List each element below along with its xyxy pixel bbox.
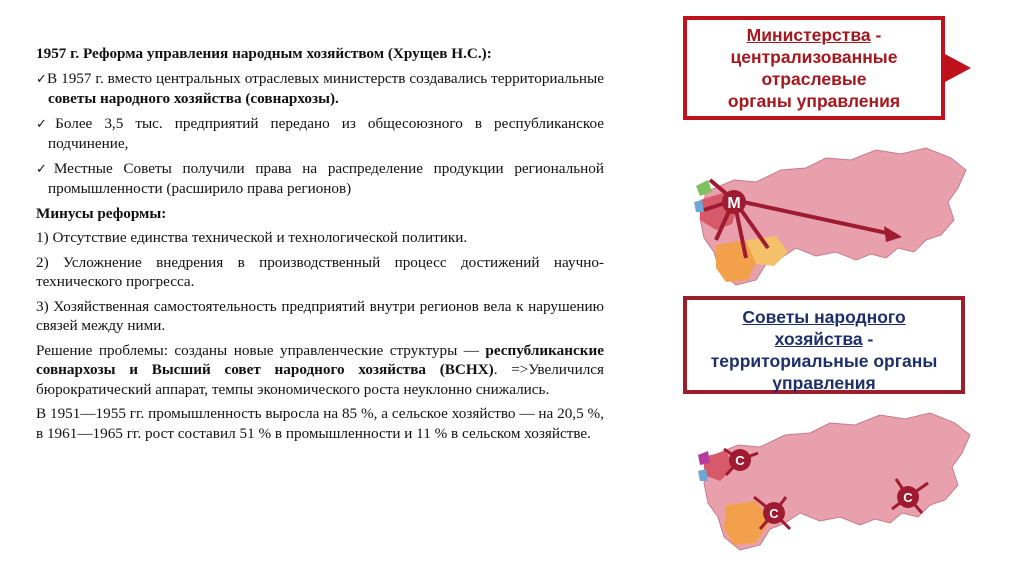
- box2-line3: территориальные органы: [710, 351, 938, 371]
- ussr-map-ministries: [686, 140, 976, 290]
- minus-3: 3) Хозяйственная самостоятельность предприятий внутри регионов вела к нарушению связей между ними.: [36, 297, 604, 334]
- minus-2: 2) Усложнение внедрения в производственный процесс достижений научно-технического прогресса.: [36, 253, 604, 290]
- ministries-box: Министерства - централизованные отраслевые органы управления: [683, 16, 945, 120]
- map2-label-1: С: [735, 453, 745, 468]
- checkmark-icon: ✓: [36, 116, 56, 132]
- checkmark-icon: ✓: [36, 71, 48, 87]
- stats-paragraph: В 1951—1955 гг. промышленность выросла на 85 %, а сельское хозяйство — на 20,5 %, в 1961—1965 гг. рост составил 51 % в промышленности и 11 % в сельском хозяйстве.: [36, 405, 604, 442]
- box2-line1: Советы народного: [742, 307, 906, 327]
- solution-paragraph: Решение проблемы: созданы новые управленческие структуры — республиканские совнархозы и Высший совет народного хозяйства (ВСНХ). =>Увеличился бюрократический аппарат, темпы экономического роста неуклонно снижались.: [36, 341, 604, 398]
- box1-line3: отраслевые: [761, 69, 867, 89]
- main-text: [36, 44, 604, 448]
- ministries-term: Министерства: [746, 25, 871, 45]
- checkmark-icon: ✓: [36, 161, 54, 177]
- box1-line2: централизованные: [730, 47, 898, 67]
- slide-title: 1957 г. Реформа управления народным хозяйством (Хрущев Н.С.):: [36, 45, 492, 62]
- map1-label: М: [727, 195, 741, 212]
- map2-label-2: С: [769, 506, 779, 521]
- bullet-1: ✓В 1957 г. вместо центральных отраслевых министерств создавались территориальные советы народного хозяйства (совнархозы).: [36, 69, 604, 107]
- box2-line4: управления: [772, 373, 876, 393]
- bullet-3: ✓Местные Советы получили права на распределение продукции региональной промышленности (расширило права регионов): [36, 159, 604, 197]
- minus-heading: Минусы реформы:: [36, 204, 167, 222]
- box1-line4: органы управления: [727, 91, 901, 111]
- bullet-2: ✓Более 3,5 тыс. предприятий передано из общесоюзного в республиканское подчинение,: [36, 114, 604, 152]
- minus-1: 1) Отсутствие единства технической и технологической политики.: [36, 229, 468, 246]
- ussr-map-sovnarkhoz: [690, 405, 980, 555]
- map2-label-3: С: [903, 490, 913, 505]
- sovnarkhoz-box: Советы народного хозяйства - территориальные органы управления: [683, 296, 965, 394]
- arrow-right-icon: [945, 54, 971, 82]
- box2-line2: хозяйства: [774, 329, 863, 349]
